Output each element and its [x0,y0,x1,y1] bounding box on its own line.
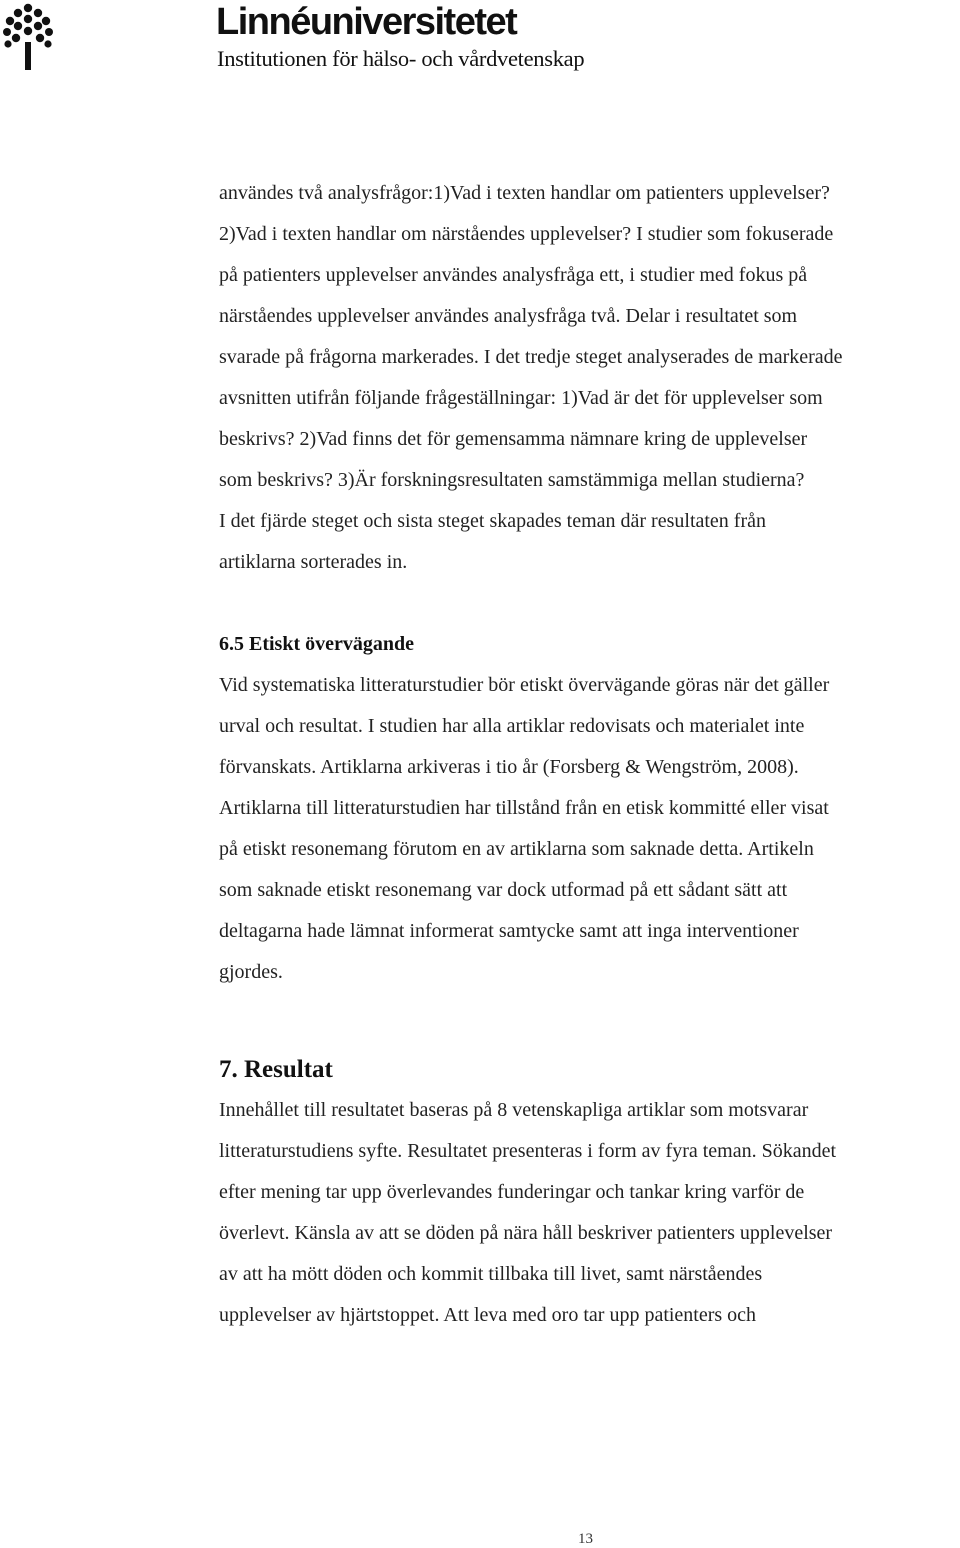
text-line: som saknade etiskt resonemang var dock utformad på ett sådant sätt att [219,879,788,901]
text-line: svarade på frågorna markerades. I det tredje steget analyserades de markerade [219,346,843,368]
text-line: urval och resultat. I studien har alla artiklar redovisats och materialet inte [219,715,805,737]
ethics-paragraph [219,665,954,993]
results-paragraph [219,1090,954,1336]
text-line: Artiklarna till litteraturstudien har tillstånd från en etisk kommitté eller visat [219,797,829,819]
tree-logo-icon [2,2,54,70]
text-line: efter mening tar upp överlevandes funderingar och tankar kring varför de [219,1181,805,1203]
text-line: deltagarna hade lämnat informerat samtycke samt att inga interventioner [219,920,799,942]
document-body [219,173,954,1336]
section-spacer [219,993,954,1049]
text-line: 2)Vad i texten handlar om närståendes upplevelser? I studier som fokuserade [219,223,834,245]
text-line: Innehållet till resultatet baseras på 8 vetenskapliga artiklar som motsvarar [219,1099,809,1121]
text-line: närståendes upplevelser användes analysfråga två. Delar i resultatet som [219,305,798,327]
text-line: användes två analysfrågor:1)Vad i texten handlar om patienters upplevelser? [219,182,830,204]
text-line: Vid systematiska litteraturstudier bör etiskt övervägande göras när det gäller [219,674,830,696]
section-spacer [219,583,954,624]
text-line: avsnitten utifrån följande frågeställningar: 1)Vad är det för upplevelser som [219,387,823,409]
university-name: Linnéuniversitetet [216,1,517,43]
text-line: artiklarna sorterades in. [219,551,408,573]
text-line: gjordes. [219,961,283,983]
text-line: på etiskt resonemang förutom en av artiklarna som saknade detta. Artikeln [219,838,814,860]
method-paragraph [219,173,954,583]
section-heading-ethics: 6.5 Etiskt övervägande [219,633,414,655]
institution-name: Institutionen för hälso- och vårdvetenskap [217,46,585,71]
text-line: litteraturstudiens syfte. Resultatet presenteras i form av fyra teman. Sökandet [219,1140,837,1162]
page-header [0,0,960,80]
text-line: överlevt. Känsla av att se döden på nära håll beskriver patienters upplevelser [219,1222,833,1244]
text-line: av att ha mött döden och kommit tillbaka till livet, samt närståendes [219,1263,763,1285]
text-line: på patienters upplevelser användes analysfråga ett, i studier med fokus på [219,264,808,286]
text-line: som beskrivs? 3)Är forskningsresultaten samstämmiga mellan studierna? [219,469,805,491]
text-line: förvanskats. Artiklarna arkiveras i tio år (Forsberg & Wengström, 2008). [219,756,799,778]
page-number: 13 [578,1531,593,1547]
text-line: I det fjärde steget och sista steget skapades teman där resultaten från [219,510,767,532]
text-line: upplevelser av hjärtstoppet. Att leva med oro tar upp patienters och [219,1304,757,1326]
section-heading-results: 7. Resultat [219,1056,333,1083]
text-line: beskrivs? 2)Vad finns det för gemensamma nämnare kring de upplevelser [219,428,808,450]
